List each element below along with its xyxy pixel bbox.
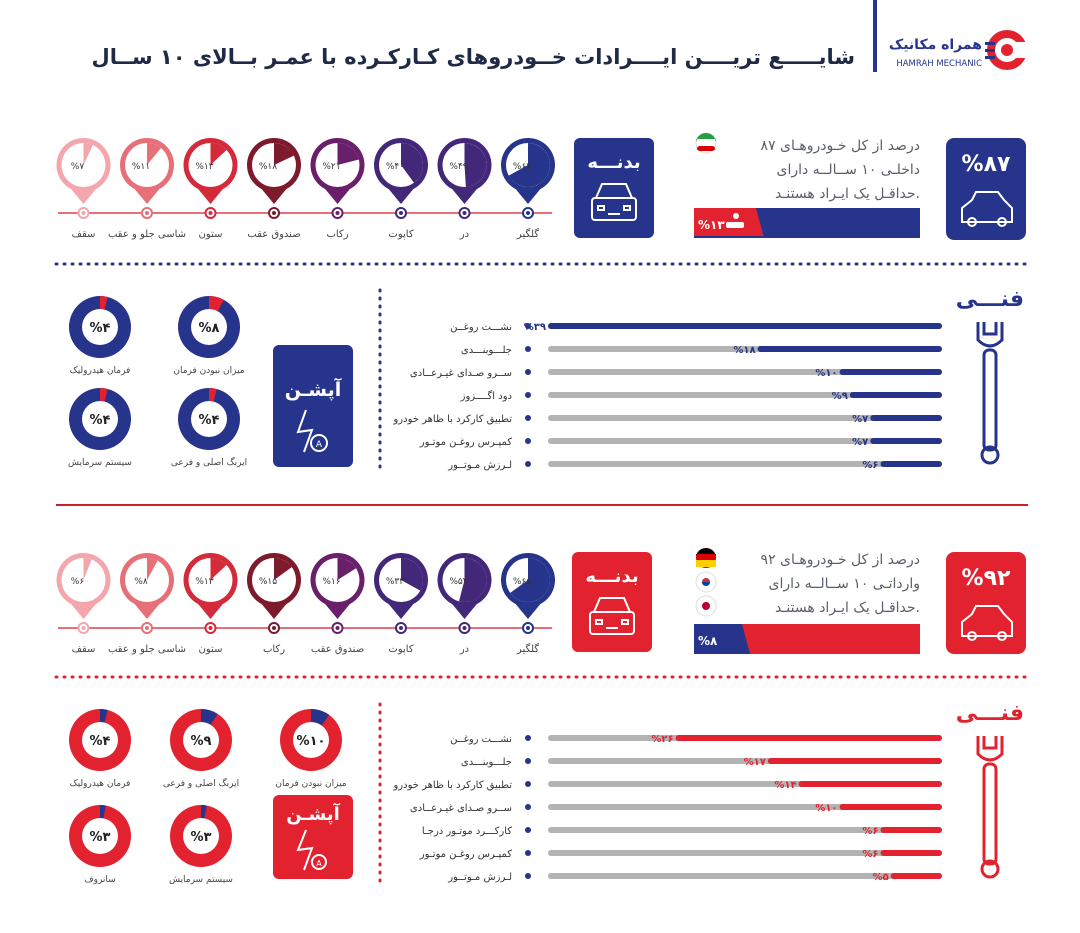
donut-value-label: %۴ bbox=[89, 413, 111, 428]
body-pin bbox=[311, 553, 365, 655]
bar-fill bbox=[758, 346, 942, 352]
bar-category-label: کارکـــرد موتـور درجـا bbox=[421, 826, 512, 837]
bar-fill bbox=[870, 438, 942, 444]
bar-value-label: %۱۰ bbox=[815, 368, 838, 379]
pie-value-label: %۸ bbox=[134, 577, 148, 587]
domestic-stat-line-3: حداقـل یک ایـراد هستنـد. bbox=[774, 186, 920, 202]
bar-value-label: %۶ bbox=[862, 826, 879, 837]
donut-value-label: %۴ bbox=[89, 734, 111, 749]
domestic-body-pins bbox=[57, 138, 556, 240]
pie-value-label: %۱۳ bbox=[195, 162, 214, 172]
bar-row bbox=[419, 437, 942, 448]
body-pin bbox=[184, 553, 238, 655]
category-label: ستون bbox=[198, 229, 223, 240]
bar-fill bbox=[870, 415, 942, 421]
bar-value-label: %۷ bbox=[852, 437, 869, 448]
bar-category-label: دود اگــــزوز bbox=[460, 391, 512, 402]
bar-category-label: ســرو صـدای غیـرعــادی bbox=[409, 803, 512, 814]
category-label: شاسی جلو و عقب bbox=[107, 644, 187, 655]
option-donut bbox=[69, 709, 131, 789]
category-label: در bbox=[459, 644, 470, 655]
category-label: گلگیر bbox=[516, 644, 540, 655]
bar-category-label: جلـــوبنـــدی bbox=[460, 757, 512, 768]
brand-name-fa: همراه مکانیک bbox=[888, 37, 982, 53]
bar-fill bbox=[676, 735, 942, 741]
donut-value-label: %۴ bbox=[198, 413, 220, 428]
imported-stat-line-3: حداقـل یک ایـراد هستنـد. bbox=[774, 600, 920, 616]
body-pin bbox=[438, 138, 492, 240]
bullet-dot bbox=[525, 735, 531, 741]
bar-value-label: %۳۹ bbox=[523, 322, 546, 333]
bullet-dot bbox=[525, 850, 531, 856]
bar-row bbox=[461, 345, 942, 356]
bar-row bbox=[447, 872, 942, 883]
category-label: گلگیر bbox=[516, 229, 540, 240]
donut-category-label: سیستم سرمایش bbox=[169, 875, 233, 885]
bar-category-label: لـرزش مـوتــور bbox=[448, 872, 512, 883]
option-donut bbox=[68, 388, 132, 468]
bar-fill bbox=[850, 392, 942, 398]
imported-stat-line-1: ۹۲ درصد از کل خـودروهـای bbox=[760, 552, 920, 568]
japan-flag-icon bbox=[696, 596, 716, 616]
domestic-stat-line-2: داخلـی ۱۰ ســالــه دارای bbox=[776, 162, 920, 178]
bar-fill bbox=[840, 804, 942, 810]
option-donut bbox=[69, 805, 131, 885]
a-glyph: A bbox=[315, 440, 323, 450]
bar-row bbox=[422, 826, 942, 837]
wrench-icon bbox=[978, 736, 1002, 877]
bar-value-label: %۶ bbox=[862, 849, 879, 860]
pie-value-label: %۱۸ bbox=[258, 162, 278, 172]
korea-flag-icon bbox=[696, 572, 716, 592]
wrench-icon bbox=[978, 322, 1002, 463]
pie-value-label: %۴۹ bbox=[449, 162, 468, 172]
category-label: در bbox=[459, 229, 470, 240]
bullet-dot bbox=[525, 781, 531, 787]
domestic-substat-value: %۱۳ bbox=[698, 218, 725, 232]
option-donut bbox=[275, 709, 346, 789]
a-glyph: A bbox=[316, 859, 322, 868]
bar-fill bbox=[891, 873, 942, 879]
category-label: سقف bbox=[71, 229, 96, 240]
category-label: سقف bbox=[71, 644, 96, 655]
donut-category-label: ایربگ اصلی و فرعی bbox=[162, 779, 240, 789]
bar-value-label: %۱۸ bbox=[733, 345, 756, 356]
domestic-technical-label: فنـــی bbox=[955, 287, 1024, 312]
body-pin bbox=[57, 553, 111, 655]
bar-row bbox=[460, 390, 942, 402]
bar-category-label: نشـــت روغــن bbox=[450, 322, 512, 333]
header-divider bbox=[873, 0, 877, 72]
bar-value-label: %۶ bbox=[862, 460, 879, 471]
bar-fill bbox=[799, 781, 942, 787]
donut-value-label: %۳ bbox=[190, 830, 212, 845]
bullet-dot bbox=[525, 369, 531, 375]
bullet-dot bbox=[525, 827, 531, 833]
pie-value-label: %۳۳ bbox=[385, 577, 405, 587]
imported-technical-label: فنـــی bbox=[955, 701, 1024, 726]
bullet-dot bbox=[525, 438, 531, 444]
category-label: صندوق عقب bbox=[247, 229, 301, 240]
bar-fill bbox=[768, 758, 942, 764]
donut-category-label: میزان نبودن فرمان bbox=[173, 366, 245, 376]
category-label: ستون bbox=[198, 644, 223, 655]
category-label: رکاب bbox=[326, 229, 349, 240]
domestic-stat-line-1: ۸۷ درصد از کل خـودروهـای bbox=[760, 138, 920, 154]
pie-value-label: %۴۰ bbox=[385, 162, 405, 172]
bar-category-label: کمپـرس روغـن موتـور bbox=[419, 849, 512, 860]
donut-category-label: سانروف bbox=[84, 875, 116, 885]
bar-row bbox=[461, 757, 942, 768]
bar-row bbox=[450, 734, 942, 745]
body-pin bbox=[374, 553, 428, 655]
body-pin bbox=[501, 138, 555, 240]
bullet-dot bbox=[525, 392, 531, 398]
option-donut bbox=[163, 709, 239, 789]
bar-value-label: %۲۶ bbox=[651, 734, 674, 745]
pie-value-label: %۶ bbox=[70, 577, 85, 587]
body-pin bbox=[374, 138, 428, 240]
domestic-option-label: آپشـن bbox=[284, 379, 342, 401]
bullet-dot bbox=[525, 461, 531, 467]
body-pin bbox=[108, 138, 186, 240]
bullet-dot bbox=[525, 346, 531, 352]
bar-category-label: تطبیق کارکرد با ظاهر خودرو bbox=[393, 780, 512, 791]
body-pin bbox=[184, 138, 238, 240]
bar-row bbox=[392, 780, 942, 791]
donut-category-label: فرمان هیدرولیک bbox=[69, 366, 131, 376]
brand-name-en: HAMRAH MECHANIC bbox=[896, 59, 982, 69]
bar-row bbox=[392, 414, 942, 425]
option-donut bbox=[169, 805, 233, 885]
body-pin bbox=[501, 553, 555, 655]
bar-value-label: %۱۴ bbox=[774, 780, 797, 791]
iran-flag-icon bbox=[696, 133, 716, 153]
imported-stat-line-2: وارداتـی ۱۰ ســالــه دارای bbox=[768, 576, 920, 592]
body-pin bbox=[57, 138, 111, 240]
bullet-dot bbox=[525, 873, 531, 879]
bar-category-label: نشـــت روغــن bbox=[450, 734, 512, 745]
bar-category-label: ســرو صـدای غیـرعــادی bbox=[409, 368, 512, 379]
category-label: کاپوت bbox=[388, 229, 414, 240]
pie-value-label: %۵۴ bbox=[449, 577, 468, 587]
donut-value-label: %۴ bbox=[89, 321, 111, 336]
bar-fill bbox=[881, 827, 942, 833]
brand-logo bbox=[889, 30, 1029, 70]
imported-substat-value: %۸ bbox=[698, 634, 718, 648]
bar-value-label: %۵ bbox=[872, 872, 889, 883]
bar-row bbox=[410, 803, 942, 814]
donut-category-label: ایربگ اصلی و فرعی bbox=[170, 458, 248, 468]
bar-category-label: لـرزش مـوتــور bbox=[448, 460, 512, 471]
domestic-options-donuts bbox=[68, 296, 247, 468]
bar-category-label: تطبیق کارکرد با ظاهر خودرو bbox=[393, 414, 512, 425]
body-pin bbox=[247, 138, 301, 240]
bar-category-label: جلـــوبنـــدی bbox=[460, 345, 512, 356]
pie-value-label: %۲۱ bbox=[322, 162, 341, 172]
bar-fill bbox=[881, 850, 942, 856]
page-title: شایـــــع‌ تریــــن ایــــرادات خــودروهای کـارکـرده با عمـر بــالای ۱۰ ســال bbox=[91, 45, 855, 69]
option-donut bbox=[173, 296, 244, 376]
pie-value-label: %۱۵ bbox=[258, 577, 278, 587]
header bbox=[91, 0, 1029, 72]
pie-value-label: %۶۵ bbox=[512, 577, 532, 587]
pie-value-label: %۷ bbox=[70, 162, 85, 172]
category-label: صندوق عقب bbox=[310, 644, 365, 655]
option-donut bbox=[69, 296, 131, 376]
donut-category-label: سیستم سرمایش bbox=[68, 458, 132, 468]
donut-category-label: فرمان هیدرولیک bbox=[69, 779, 131, 789]
bar-value-label: %۱۰ bbox=[815, 803, 838, 814]
donut-value-label: %۹ bbox=[190, 734, 212, 749]
domestic-body-label: بدنـــه bbox=[587, 152, 641, 173]
category-label: رکاب bbox=[262, 644, 286, 655]
bar-value-label: %۹ bbox=[831, 391, 848, 402]
body-pin bbox=[311, 138, 365, 240]
bullet-dot bbox=[525, 804, 531, 810]
imported-option-label: آپشـن bbox=[286, 804, 340, 825]
body-pin bbox=[438, 553, 492, 655]
bar-row bbox=[419, 849, 942, 860]
bullet-dot bbox=[525, 758, 531, 764]
bar-fill bbox=[881, 461, 942, 467]
pie-value-label: %۱۱ bbox=[131, 162, 151, 172]
pie-value-label: %۶۷ bbox=[512, 162, 532, 172]
bar-row bbox=[447, 460, 942, 471]
imported-technical-bars bbox=[392, 734, 942, 883]
pie-value-label: %۱۳ bbox=[195, 577, 214, 587]
domestic-technical-bars bbox=[392, 322, 942, 471]
bar-value-label: %۷ bbox=[852, 414, 869, 425]
germany-flag-icon bbox=[696, 548, 716, 568]
donut-value-label: %۳ bbox=[89, 830, 111, 845]
category-label: شاسی جلو و عقب bbox=[107, 229, 187, 240]
imported-body-pins bbox=[57, 553, 556, 655]
bar-category-label: کمپـرس روغـن موتـور bbox=[419, 437, 512, 448]
bar-row bbox=[410, 368, 942, 379]
option-donut bbox=[171, 388, 247, 468]
bar-fill bbox=[548, 323, 942, 329]
imported-body-label: بدنـــه bbox=[585, 566, 639, 587]
pie-value-label: %۱۶ bbox=[322, 577, 341, 587]
donut-value-label: %۸ bbox=[198, 321, 220, 336]
bullet-dot bbox=[525, 415, 531, 421]
category-label: کاپوت bbox=[388, 644, 414, 655]
domestic-section bbox=[56, 133, 1030, 471]
donut-category-label: میزان نبودن فرمان bbox=[275, 779, 347, 789]
donut-value-label: %۱۰ bbox=[296, 734, 326, 749]
bar-value-label: %۱۷ bbox=[743, 757, 766, 768]
imported-section bbox=[56, 548, 1030, 885]
body-pin bbox=[247, 553, 301, 655]
bar-fill bbox=[840, 369, 942, 375]
domestic-stat-value: %۸۷ bbox=[961, 152, 1011, 177]
body-pin bbox=[108, 553, 186, 655]
bar-row bbox=[450, 322, 942, 333]
imported-stat-value: %۹۲ bbox=[961, 566, 1011, 591]
section-separator bbox=[56, 504, 1028, 506]
